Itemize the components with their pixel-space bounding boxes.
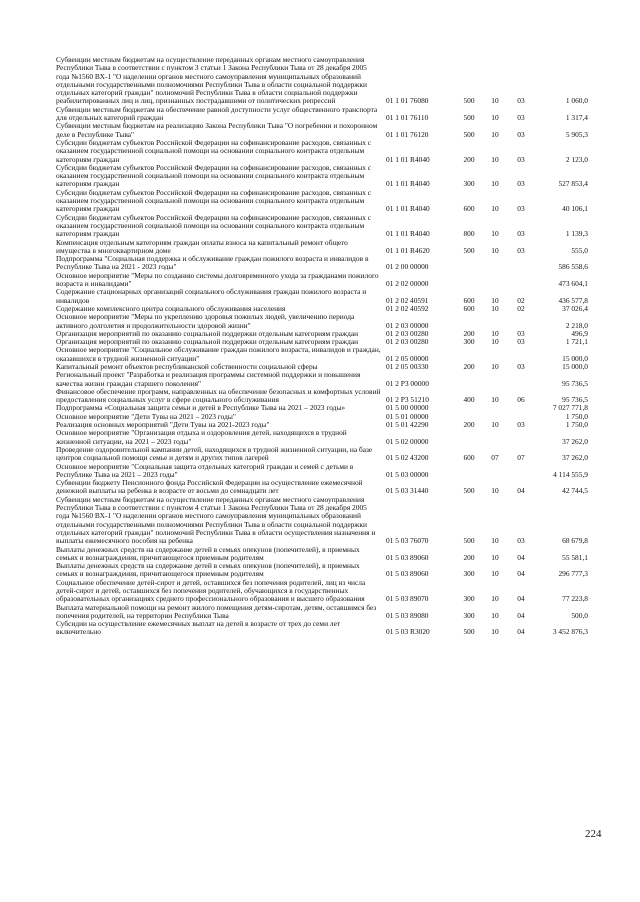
row-expense-type: 200 bbox=[463, 328, 475, 338]
row-code: 01 2 P3 00000 bbox=[386, 378, 429, 388]
row-name: Компенсация отдельным категориям граждан оплаты взноса на капитальный ремонт общего имущества в многоквартирном доме bbox=[56, 237, 348, 255]
row-subsection: 03 bbox=[517, 129, 525, 139]
row-name: Выплата материальной помощи на ремонт жилого помещения детям-сиротам, детям, оставшимся без попечения родителей, на территории Республики Тыва bbox=[56, 602, 377, 620]
row-name: Выплаты денежных средств на содержание детей в семьях опекунов (попечителей), в приемных семьях и вознаграждения, причитающегося приемным родителям bbox=[56, 544, 360, 562]
row-amount: 2 123,0 bbox=[565, 154, 588, 164]
row-code: 01 1 01 76120 bbox=[386, 129, 429, 139]
row-section: 10 bbox=[491, 569, 499, 579]
row-name: Субвенции бюджету Пенсионного фонда Российской Федерации на осуществление ежемесячной денежной выплаты на ребенка в возрасте от восьми до семнадцати лет bbox=[56, 478, 363, 496]
row-subsection: 04 bbox=[517, 552, 525, 562]
row-subsection: 03 bbox=[517, 361, 525, 371]
table-row bbox=[56, 272, 588, 289]
row-section: 10 bbox=[491, 245, 499, 255]
row-name: Субсидии бюджетам субъектов Российской Федерации на софинансирование расходов, связанных с оказанием государственной социальной помощи на основании социального контракта отдельным категориям граждан bbox=[56, 212, 372, 239]
row-amount: 95 736,5 bbox=[562, 395, 588, 405]
row-code: 01 5 03 89060 bbox=[386, 569, 429, 579]
row-name: Содержание комплексного центра социального обслуживания населения bbox=[56, 303, 286, 313]
page-number: 224 bbox=[585, 828, 602, 840]
row-amount: 42 744,5 bbox=[562, 486, 588, 496]
row-name: Субсидии бюджетам субъектов Российской Федерации на софинансирование расходов, связанных с оказанием государственной социальной помощи на основании социального контракта отдельным категориям граждан bbox=[56, 162, 372, 189]
row-amount: 1 317,4 bbox=[565, 113, 588, 123]
row-name: Субвенции местным бюджетам на осуществление переданных органам местного самоуправления Республики Тыва в соответствии с пунктом 3 статьи 1 Закона Республики Тыва от 28 декабря 2005 года №1560 ВХ-1 "О наделении органов местного самоуправления муниципальных образований отдельными государственными полномочиями Республики Тыва в области социальной поддержки отдельных категорий граждан" полномочий Республики Тыва в области социальной поддержки реабилитированных лиц и лиц, признанных пострадавшими от политических репрессий bbox=[56, 55, 367, 106]
row-amount: 1 139,3 bbox=[565, 229, 588, 239]
row-expense-type: 600 bbox=[463, 453, 475, 463]
row-section: 10 bbox=[491, 337, 499, 347]
row-code: 01 2 03 00280 bbox=[386, 337, 429, 347]
row-expense-type: 600 bbox=[463, 204, 475, 214]
row-code: 01 2 03 00280 bbox=[386, 328, 429, 338]
row-expense-type: 800 bbox=[463, 229, 475, 239]
table-row bbox=[56, 446, 588, 463]
row-code: 01 1 01 76110 bbox=[386, 113, 429, 123]
row-expense-type: 500 bbox=[463, 627, 475, 637]
row-section: 10 bbox=[491, 154, 499, 164]
row-subsection: 02 bbox=[517, 303, 525, 313]
row-amount: 496,9 bbox=[571, 328, 588, 338]
row-section: 10 bbox=[491, 420, 499, 430]
row-expense-type: 500 bbox=[463, 96, 475, 106]
row-expense-type: 200 bbox=[463, 552, 475, 562]
table-row bbox=[56, 346, 588, 363]
row-amount: 4 114 555,9 bbox=[553, 469, 588, 479]
row-subsection: 03 bbox=[517, 337, 525, 347]
row-subsection: 03 bbox=[517, 96, 525, 106]
row-code: 01 5 03 R3020 bbox=[386, 627, 430, 637]
row-code: 01 2 05 00000 bbox=[386, 353, 429, 363]
row-name: Основное мероприятие "Меры по созданию системы долговременного ухода за гражданами пожилого возраста и инвалидами" bbox=[56, 270, 379, 289]
row-subsection: 03 bbox=[517, 536, 525, 546]
row-expense-type: 200 bbox=[463, 154, 475, 164]
table-row bbox=[56, 579, 588, 604]
row-code: 01 1 01 R4040 bbox=[386, 179, 430, 189]
row-expense-type: 500 bbox=[463, 245, 475, 255]
table-row bbox=[56, 620, 588, 637]
row-amount: 2 218,0 bbox=[565, 320, 588, 330]
row-amount: 500,0 bbox=[571, 610, 588, 620]
table-row bbox=[56, 429, 588, 446]
budget-table bbox=[56, 56, 588, 637]
row-amount: 15 000,0 bbox=[562, 361, 588, 371]
row-expense-type: 500 bbox=[463, 536, 475, 546]
row-name: Содержание стационарных организаций социального обслуживания граждан пожилого возраста и инвалидов bbox=[56, 287, 367, 305]
row-subsection: 04 bbox=[517, 610, 525, 620]
table-row bbox=[56, 106, 588, 123]
row-expense-type: 500 bbox=[463, 129, 475, 139]
row-name: Подпрограмма «Социальная защита семьи и детей в Республике Тыва на 2021 – 2023 годы» bbox=[56, 403, 346, 413]
row-code: 01 1 01 R4620 bbox=[386, 245, 430, 255]
row-section: 10 bbox=[491, 552, 499, 562]
row-code: 01 5 03 00000 bbox=[386, 469, 429, 479]
row-amount: 1 721,1 bbox=[565, 337, 588, 347]
table-row bbox=[56, 164, 588, 189]
row-expense-type: 300 bbox=[463, 594, 475, 604]
row-amount: 1 750,0 bbox=[565, 420, 588, 430]
row-code: 01 2 02 40592 bbox=[386, 303, 429, 313]
row-code: 01 2 02 00000 bbox=[386, 279, 429, 289]
row-section: 10 bbox=[491, 303, 499, 313]
table-row bbox=[56, 562, 588, 579]
row-section: 10 bbox=[491, 361, 499, 371]
row-amount: 1 750,0 bbox=[565, 411, 588, 421]
row-amount: 37 026,4 bbox=[562, 303, 588, 313]
row-code: 01 2 03 00000 bbox=[386, 320, 429, 330]
row-subsection: 03 bbox=[517, 328, 525, 338]
table-row bbox=[56, 122, 588, 139]
row-expense-type: 400 bbox=[463, 395, 475, 405]
row-code: 01 5 03 76070 bbox=[386, 536, 429, 546]
row-amount: 55 581,1 bbox=[562, 552, 588, 562]
row-subsection: 04 bbox=[517, 594, 525, 604]
row-name: Субвенции местным бюджетам на обеспечение равной доступности услуг общественного транспорта для отдельных категорий граждан bbox=[56, 104, 378, 123]
row-subsection: 03 bbox=[517, 113, 525, 123]
row-amount: 95 736,5 bbox=[562, 378, 588, 388]
row-expense-type: 300 bbox=[463, 569, 475, 579]
row-code: 01 1 01 R4040 bbox=[386, 204, 430, 214]
row-section: 10 bbox=[491, 295, 499, 305]
row-expense-type: 600 bbox=[463, 295, 475, 305]
row-name: Основное мероприятие "Дети Тувы на 2021 – 2023 годы" bbox=[56, 411, 236, 421]
row-name: Реализация основных мероприятий "Дети Тувы на 2021-2023 годы" bbox=[56, 420, 270, 430]
row-section: 10 bbox=[491, 113, 499, 123]
row-code: 01 5 00 00000 bbox=[386, 403, 429, 413]
row-section: 10 bbox=[491, 204, 499, 214]
row-code: 01 2 P3 51210 bbox=[386, 395, 429, 405]
row-code: 01 1 01 R4040 bbox=[386, 154, 430, 164]
table-row bbox=[56, 239, 588, 256]
row-section: 10 bbox=[491, 179, 499, 189]
row-name: Субсидии бюджетам субъектов Российской Федерации на софинансирование расходов, связанных с оказанием государственной социальной помощи на основании социального контракта отдельным категориям граждан bbox=[56, 187, 372, 214]
row-amount: 473 604,1 bbox=[558, 279, 588, 289]
row-amount: 37 262,0 bbox=[562, 436, 588, 446]
row-code: 01 5 02 43200 bbox=[386, 453, 429, 463]
row-amount: 37 262,0 bbox=[562, 453, 588, 463]
table-row bbox=[56, 313, 588, 330]
table-row bbox=[56, 255, 588, 272]
table-row bbox=[56, 214, 588, 239]
row-expense-type: 600 bbox=[463, 303, 475, 313]
row-code: 01 5 03 89060 bbox=[386, 552, 429, 562]
row-code: 01 2 05 00330 bbox=[386, 361, 429, 371]
row-code: 01 1 01 R4040 bbox=[386, 229, 430, 239]
row-section: 10 bbox=[491, 486, 499, 496]
row-name: Основное мероприятие "Организация отдыха и оздоровления детей, находящихся в трудной жизненной ситуации, на 2021 – 2023 годы" bbox=[56, 428, 347, 446]
row-name: Подпрограмма "Социальная поддержка и обслуживание граждан пожилого возраста и инвалидов в Республике Тыва на 2021 - 2023 годы" bbox=[56, 254, 369, 272]
row-name: Финансовое обеспечение программ, направленных на обеспечение безопасных и комфортных условий предоставления социальных услуг в сфере социального обслуживания bbox=[56, 386, 381, 405]
row-name: Региональный проект "Разработка и реализация программы системной поддержки и повышения качества жизни граждан старшего поколения" bbox=[56, 370, 361, 388]
row-section: 07 bbox=[491, 453, 499, 463]
row-amount: 40 106,1 bbox=[562, 204, 588, 214]
row-amount: 15 000,0 bbox=[562, 353, 588, 363]
row-expense-type: 500 bbox=[463, 113, 475, 123]
row-name: Организация мероприятий по оказанию социальной поддержки отдельным категориям граждан bbox=[56, 337, 359, 347]
table-row bbox=[56, 139, 588, 164]
row-code: 01 2 02 40591 bbox=[386, 295, 429, 305]
table-row bbox=[56, 604, 588, 621]
row-name: Социальное обеспечение детей-сирот и детей, оставшихся без попечения родителей, лиц из числа детей-сирот и детей, оставшихся без попечения родителей, обучающихся в государственных образовательных организациях среднего профессионального образования и высшего образования bbox=[56, 577, 366, 604]
row-subsection: 04 bbox=[517, 627, 525, 637]
row-amount: 586 558,6 bbox=[558, 262, 588, 272]
row-name: Капитальный ремонт объектов республиканской собственности социальной сферы bbox=[56, 361, 318, 371]
row-subsection: 03 bbox=[517, 420, 525, 430]
row-section: 10 bbox=[491, 610, 499, 620]
row-section: 10 bbox=[491, 129, 499, 139]
row-subsection: 06 bbox=[517, 395, 525, 405]
row-amount: 5 905,3 bbox=[565, 129, 588, 139]
row-subsection: 03 bbox=[517, 179, 525, 189]
row-name: Основное мероприятие "Социальная защита отдельных категорий граждан и семей с детьми в Республике Тыва на 2021 – 2023 годы" bbox=[56, 461, 354, 479]
row-section: 10 bbox=[491, 328, 499, 338]
row-section: 10 bbox=[491, 96, 499, 106]
row-expense-type: 200 bbox=[463, 361, 475, 371]
row-subsection: 07 bbox=[517, 453, 525, 463]
row-code: 01 5 03 89080 bbox=[386, 610, 429, 620]
row-subsection: 03 bbox=[517, 229, 525, 239]
row-subsection: 04 bbox=[517, 486, 525, 496]
table-row bbox=[56, 463, 588, 480]
row-amount: 68 679,8 bbox=[562, 536, 588, 546]
row-code: 01 5 02 00000 bbox=[386, 436, 429, 446]
row-amount: 555,0 bbox=[571, 245, 588, 255]
row-amount: 527 853,4 bbox=[558, 179, 588, 189]
row-code: 01 5 01 00000 bbox=[386, 411, 429, 421]
table-row bbox=[56, 546, 588, 563]
row-name: Выплаты денежных средств на содержание детей в семьях опекунов (попечителей), в приемных семьях и вознаграждения, причитающегося приемным родителям bbox=[56, 561, 360, 579]
row-section: 10 bbox=[491, 536, 499, 546]
row-code: 01 1 01 76080 bbox=[386, 96, 429, 106]
row-name: Субсидии бюджетам субъектов Российской Федерации на софинансирование расходов, связанных с оказанием государственной социальной помощи на основании социального контракта отдельным категориям граждан bbox=[56, 137, 372, 164]
table-row bbox=[56, 496, 588, 546]
row-subsection: 04 bbox=[517, 569, 525, 579]
row-expense-type: 300 bbox=[463, 179, 475, 189]
row-name: Субвенции местным бюджетам на реализацию Закона Республики Тыва "О погребении и похоронном деле в Республике Тыва" bbox=[56, 121, 378, 139]
row-name: Субвенции местным бюджетам на осуществление переданных органам местного самоуправления Республики Тыва в соответствии с пунктом 4 статьи 1 Закона Республики Тыва от 28 декабря 2005 года №1560 ВХ-1 "О наделении органов местного самоуправления муниципальных образований отдельными государственными полномочиями Республики Тыва в области социальной поддержки отдельных категорий граждан" полномочий Республики Тыва в области осуществления назначения и выплаты ежемесячного пособия на ребенка bbox=[56, 494, 376, 546]
row-code: 01 5 01 42290 bbox=[386, 420, 429, 430]
row-name: Организация мероприятий по оказанию социальной поддержки отдельным категориям граждан bbox=[56, 328, 359, 338]
row-code: 01 2 00 00000 bbox=[386, 262, 429, 272]
row-expense-type: 300 bbox=[463, 337, 475, 347]
row-amount: 7 027 771,8 bbox=[552, 403, 588, 413]
row-expense-type: 300 bbox=[463, 610, 475, 620]
table-row bbox=[56, 479, 588, 496]
row-expense-type: 200 bbox=[463, 420, 475, 430]
row-section: 10 bbox=[491, 627, 499, 637]
row-section: 10 bbox=[491, 594, 499, 604]
row-subsection: 03 bbox=[517, 204, 525, 214]
row-section: 10 bbox=[491, 395, 499, 405]
table-row bbox=[56, 189, 588, 214]
row-amount: 77 223,8 bbox=[562, 594, 588, 604]
row-amount: 1 060,0 bbox=[565, 96, 588, 106]
row-subsection: 03 bbox=[517, 154, 525, 164]
row-amount: 296 777,3 bbox=[558, 569, 588, 579]
row-subsection: 02 bbox=[517, 295, 525, 305]
row-name: Субсидии на осуществление ежемесячных выплат на детей в возрасте от трех до семи лет включительно bbox=[56, 619, 341, 637]
row-section: 10 bbox=[491, 229, 499, 239]
row-name: Основное мероприятие "Социальное обслуживание граждан пожилого возраста, инвалидов и граждан, оказавшихся в трудной жизненной ситуации" bbox=[56, 345, 381, 363]
table-row bbox=[56, 56, 588, 106]
table-row bbox=[56, 288, 588, 305]
row-code: 01 5 03 31440 bbox=[386, 486, 429, 496]
row-code: 01 5 03 89070 bbox=[386, 594, 429, 604]
row-expense-type: 500 bbox=[463, 486, 475, 496]
table-row bbox=[56, 388, 588, 405]
row-name: Проведение оздоровительной кампании детей, находящихся в трудной жизненной ситуации, на базе центров социальной помощи семье и детям и других типов лагерей bbox=[56, 444, 373, 463]
row-amount: 436 577,8 bbox=[558, 295, 588, 305]
row-subsection: 03 bbox=[517, 245, 525, 255]
row-amount: 3 452 876,3 bbox=[552, 627, 588, 637]
table-row bbox=[56, 371, 588, 388]
row-name: Основное мероприятие "Меры по укреплению здоровья пожилых людей, увеличению периода активного долголетия и продолжительности здоровой жизни" bbox=[56, 312, 355, 330]
